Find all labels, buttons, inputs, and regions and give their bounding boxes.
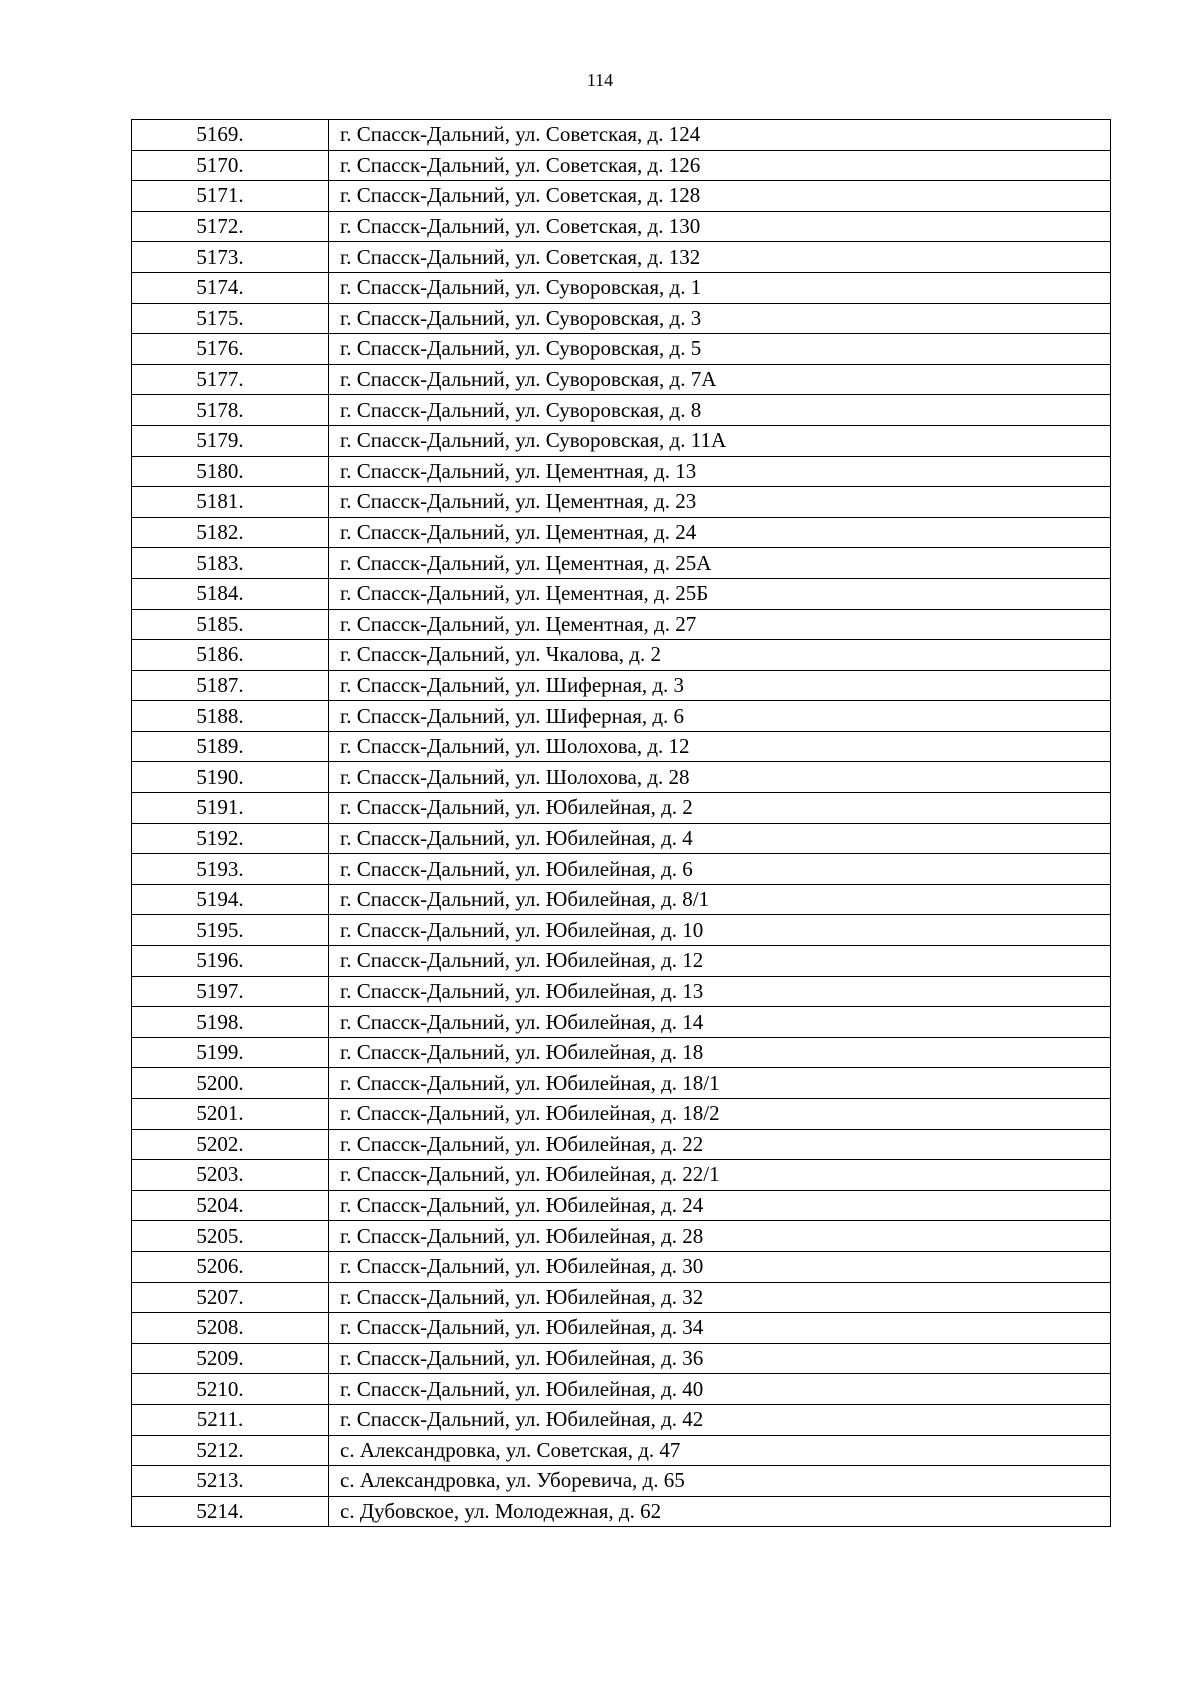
row-number: 5181.	[132, 487, 329, 518]
table-row	[132, 1068, 1111, 1099]
table-row	[132, 793, 1111, 824]
row-number: 5188.	[132, 701, 329, 732]
table-row	[132, 456, 1111, 487]
table-row	[132, 578, 1111, 609]
row-number: 5207.	[132, 1282, 329, 1313]
row-address: г. Спасск-Дальний, ул. Юбилейная, д. 24	[329, 1190, 1111, 1221]
row-number: 5192.	[132, 823, 329, 854]
row-number: 5180.	[132, 456, 329, 487]
row-address: г. Спасск-Дальний, ул. Советская, д. 126	[329, 150, 1111, 181]
row-number: 5171.	[132, 181, 329, 212]
row-number: 5214.	[132, 1496, 329, 1527]
table-row	[132, 762, 1111, 793]
row-address: г. Спасск-Дальний, ул. Юбилейная, д. 6	[329, 854, 1111, 885]
row-number: 5169.	[132, 120, 329, 151]
row-number: 5199.	[132, 1037, 329, 1068]
row-address: г. Спасск-Дальний, ул. Суворовская, д. 8	[329, 395, 1111, 426]
row-address: г. Спасск-Дальний, ул. Юбилейная, д. 22/1	[329, 1160, 1111, 1191]
table-row	[132, 1160, 1111, 1191]
table-row	[132, 395, 1111, 426]
row-number: 5183.	[132, 548, 329, 579]
row-number: 5182.	[132, 517, 329, 548]
row-address: г. Спасск-Дальний, ул. Юбилейная, д. 4	[329, 823, 1111, 854]
table-row	[132, 1251, 1111, 1282]
row-address: г. Спасск-Дальний, ул. Суворовская, д. 11А	[329, 425, 1111, 456]
row-number: 5173.	[132, 242, 329, 273]
table-row	[132, 854, 1111, 885]
table-row	[132, 640, 1111, 671]
table-row	[132, 334, 1111, 365]
table-row	[132, 1007, 1111, 1038]
table-row	[132, 548, 1111, 579]
row-number: 5206.	[132, 1251, 329, 1282]
row-address: г. Спасск-Дальний, ул. Советская, д. 124	[329, 120, 1111, 151]
row-number: 5175.	[132, 303, 329, 334]
table-row	[132, 425, 1111, 456]
row-address: г. Спасск-Дальний, ул. Юбилейная, д. 18/1	[329, 1068, 1111, 1099]
table-row	[132, 1099, 1111, 1130]
row-address: г. Спасск-Дальний, ул. Цементная, д. 25Б	[329, 578, 1111, 609]
row-address: г. Спасск-Дальний, ул. Цементная, д. 25А	[329, 548, 1111, 579]
row-address: г. Спасск-Дальний, ул. Суворовская, д. 7А	[329, 364, 1111, 395]
table-row	[132, 517, 1111, 548]
table-row	[132, 1282, 1111, 1313]
table-row	[132, 915, 1111, 946]
row-address: г. Спасск-Дальний, ул. Шолохова, д. 12	[329, 731, 1111, 762]
row-address: г. Спасск-Дальний, ул. Юбилейная, д. 42	[329, 1404, 1111, 1435]
row-number: 5186.	[132, 640, 329, 671]
row-number: 5179.	[132, 425, 329, 456]
row-address: г. Спасск-Дальний, ул. Суворовская, д. 3	[329, 303, 1111, 334]
table-row	[132, 1496, 1111, 1527]
row-address: г. Спасск-Дальний, ул. Юбилейная, д. 40	[329, 1374, 1111, 1405]
table-row	[132, 211, 1111, 242]
row-number: 5204.	[132, 1190, 329, 1221]
row-number: 5205.	[132, 1221, 329, 1252]
row-address: г. Спасск-Дальний, ул. Шиферная, д. 6	[329, 701, 1111, 732]
row-number: 5208.	[132, 1313, 329, 1344]
table-row	[132, 1190, 1111, 1221]
page-number: 114	[586, 70, 614, 90]
table-row	[132, 1435, 1111, 1466]
row-address: г. Спасск-Дальний, ул. Суворовская, д. 1	[329, 272, 1111, 303]
table-row	[132, 1404, 1111, 1435]
row-address: г. Спасск-Дальний, ул. Юбилейная, д. 12	[329, 946, 1111, 977]
row-address: с. Александровка, ул. Уборевича, д. 65	[329, 1466, 1111, 1497]
row-number: 5170.	[132, 150, 329, 181]
table-row	[132, 272, 1111, 303]
row-address: г. Спасск-Дальний, ул. Советская, д. 128	[329, 181, 1111, 212]
row-number: 5197.	[132, 976, 329, 1007]
table-row	[132, 884, 1111, 915]
row-address: г. Спасск-Дальний, ул. Юбилейная, д. 18/2	[329, 1099, 1111, 1130]
table-row	[132, 181, 1111, 212]
table-row	[132, 1466, 1111, 1497]
row-number: 5184.	[132, 578, 329, 609]
table-row	[132, 701, 1111, 732]
row-address: г. Спасск-Дальний, ул. Юбилейная, д. 13	[329, 976, 1111, 1007]
row-number: 5191.	[132, 793, 329, 824]
table-row	[132, 364, 1111, 395]
row-number: 5177.	[132, 364, 329, 395]
table-row	[132, 823, 1111, 854]
row-address: г. Спасск-Дальний, ул. Советская, д. 132	[329, 242, 1111, 273]
row-number: 5213.	[132, 1466, 329, 1497]
address-table-body	[132, 120, 1111, 1527]
row-address: г. Спасск-Дальний, ул. Шиферная, д. 3	[329, 670, 1111, 701]
table-row	[132, 670, 1111, 701]
row-number: 5211.	[132, 1404, 329, 1435]
row-address: г. Спасск-Дальний, ул. Юбилейная, д. 8/1	[329, 884, 1111, 915]
table-row	[132, 1221, 1111, 1252]
row-address: г. Спасск-Дальний, ул. Юбилейная, д. 22	[329, 1129, 1111, 1160]
row-number: 5196.	[132, 946, 329, 977]
row-address: г. Спасск-Дальний, ул. Юбилейная, д. 32	[329, 1282, 1111, 1313]
row-number: 5209.	[132, 1343, 329, 1374]
address-table	[131, 119, 1111, 1527]
row-number: 5187.	[132, 670, 329, 701]
row-number: 5194.	[132, 884, 329, 915]
row-number: 5212.	[132, 1435, 329, 1466]
table-row	[132, 1129, 1111, 1160]
row-number: 5201.	[132, 1099, 329, 1130]
row-address: г. Спасск-Дальний, ул. Суворовская, д. 5	[329, 334, 1111, 365]
table-row	[132, 303, 1111, 334]
table-row	[132, 150, 1111, 181]
row-number: 5195.	[132, 915, 329, 946]
row-address: г. Спасск-Дальний, ул. Юбилейная, д. 18	[329, 1037, 1111, 1068]
row-number: 5176.	[132, 334, 329, 365]
row-number: 5202.	[132, 1129, 329, 1160]
row-number: 5198.	[132, 1007, 329, 1038]
table-row	[132, 1374, 1111, 1405]
row-address: г. Спасск-Дальний, ул. Шолохова, д. 28	[329, 762, 1111, 793]
row-address: с. Александровка, ул. Советская, д. 47	[329, 1435, 1111, 1466]
row-number: 5174.	[132, 272, 329, 303]
row-address: г. Спасск-Дальний, ул. Цементная, д. 23	[329, 487, 1111, 518]
table-row	[132, 1343, 1111, 1374]
row-number: 5178.	[132, 395, 329, 426]
row-address: г. Спасск-Дальний, ул. Цементная, д. 24	[329, 517, 1111, 548]
row-address: г. Спасск-Дальний, ул. Юбилейная, д. 10	[329, 915, 1111, 946]
row-address: г. Спасск-Дальний, ул. Юбилейная, д. 36	[329, 1343, 1111, 1374]
row-address: с. Дубовское, ул. Молодежная, д. 62	[329, 1496, 1111, 1527]
row-address: г. Спасск-Дальний, ул. Юбилейная, д. 34	[329, 1313, 1111, 1344]
row-address: г. Спасск-Дальний, ул. Юбилейная, д. 2	[329, 793, 1111, 824]
table-row	[132, 1037, 1111, 1068]
table-row	[132, 731, 1111, 762]
row-number: 5190.	[132, 762, 329, 793]
table-row	[132, 976, 1111, 1007]
row-address: г. Спасск-Дальний, ул. Советская, д. 130	[329, 211, 1111, 242]
row-number: 5203.	[132, 1160, 329, 1191]
row-number: 5210.	[132, 1374, 329, 1405]
table-row	[132, 120, 1111, 151]
table-row	[132, 946, 1111, 977]
row-address: г. Спасск-Дальний, ул. Чкалова, д. 2	[329, 640, 1111, 671]
row-number: 5200.	[132, 1068, 329, 1099]
table-row	[132, 487, 1111, 518]
table-row	[132, 609, 1111, 640]
row-address: г. Спасск-Дальний, ул. Цементная, д. 27	[329, 609, 1111, 640]
row-number: 5172.	[132, 211, 329, 242]
row-address: г. Спасск-Дальний, ул. Юбилейная, д. 14	[329, 1007, 1111, 1038]
row-address: г. Спасск-Дальний, ул. Юбилейная, д. 28	[329, 1221, 1111, 1252]
row-number: 5185.	[132, 609, 329, 640]
table-row	[132, 1313, 1111, 1344]
row-address: г. Спасск-Дальний, ул. Юбилейная, д. 30	[329, 1251, 1111, 1282]
row-number: 5193.	[132, 854, 329, 885]
table-row	[132, 242, 1111, 273]
row-number: 5189.	[132, 731, 329, 762]
row-address: г. Спасск-Дальний, ул. Цементная, д. 13	[329, 456, 1111, 487]
